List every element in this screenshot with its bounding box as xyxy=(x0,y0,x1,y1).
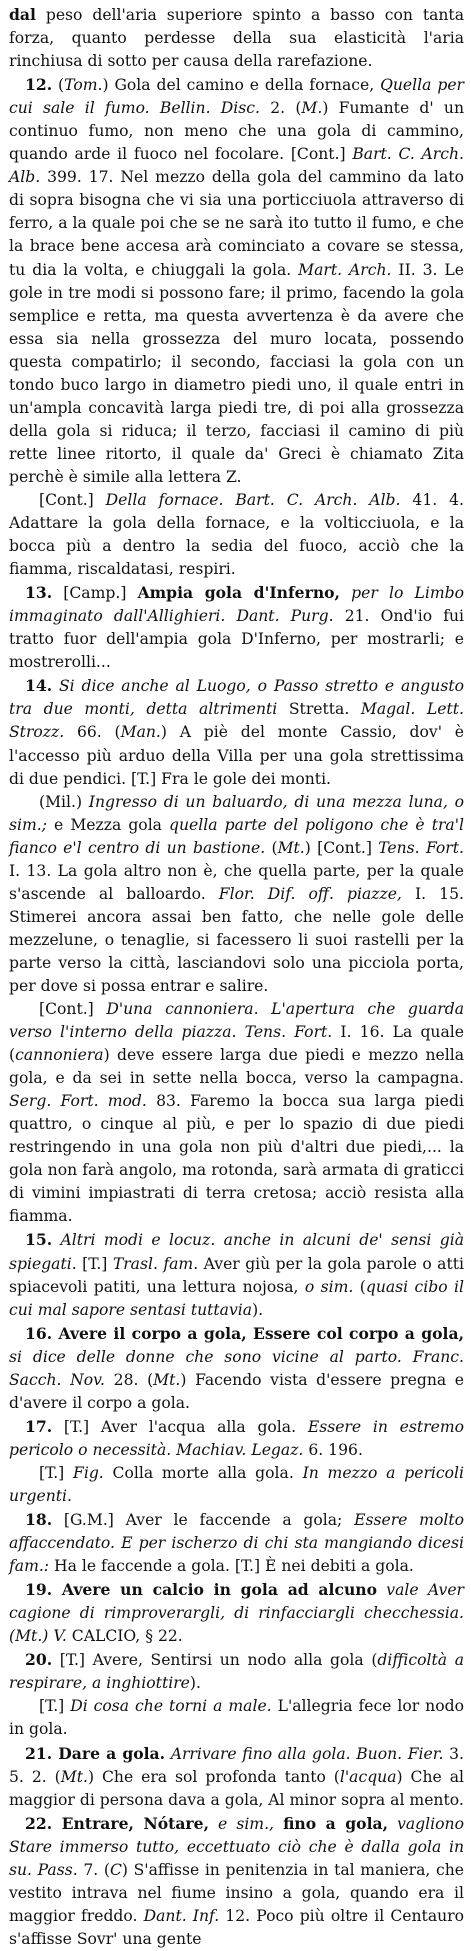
text-run: 12. xyxy=(25,75,53,95)
text-run: 22. Entrare, Nótare, xyxy=(25,1813,209,1833)
text-run: vagliono Stare immerso tutto, eccettuato ciò che è dalla gola in su. Pass. xyxy=(9,1814,464,1879)
text-run: Della fornace. Bart. C. Arch. Alb. xyxy=(105,490,401,509)
para-20 xyxy=(9,1648,464,1695)
text-run: Fig. xyxy=(73,1463,104,1482)
para-14-mil xyxy=(9,791,464,998)
text-run: dal xyxy=(9,5,36,24)
text-run: Magal. Lett. Strozz. xyxy=(9,700,464,742)
text-run xyxy=(52,1231,60,1249)
text-run: [Camp.] xyxy=(52,584,138,603)
para-14-cannoniera xyxy=(9,998,464,1228)
text-run: 41. 4. Adattare la gola della fornace, e la volticciuola, e la bocca più a dentro la sedia del fuoco, acciò che la fiamma, riscaldatasi, respiri. xyxy=(9,490,464,579)
text-run: 7. ( xyxy=(77,1860,110,1879)
text-run: 12. Poco più oltre il Centauro s'affisse Sovr' una gente xyxy=(9,1906,465,1948)
text-run: Colla morte alla gola. xyxy=(103,1463,303,1482)
text-run: Ampia gola d'Inferno, xyxy=(137,583,340,603)
text-run: quella parte del poligono che è tra'l fianco e'l centro di un bastione. xyxy=(9,815,464,857)
text-run: I. 15. Stimerei ancora assai ben fatto, che nelle gole delle mezzelune, o tenaglie, si facessero li suoi rastelli per la parte verso la città, lasciandovi solo una picciola porta, per dove si possa entrar e salire. xyxy=(9,884,464,995)
text-run: [T.] xyxy=(39,1463,74,1482)
text-run: Ingresso di un baluardo, di una mezza luna, o sim.; xyxy=(9,792,464,834)
text-run: si dice delle donne che sono vicine al parto. Franc. Sacch. Nov. xyxy=(9,1347,464,1389)
text-run: 15. xyxy=(25,1230,53,1250)
text-run: [Cont.] xyxy=(39,490,106,509)
text-run: 83. Faremo la bocca sua larga piedi quattro, o cinque al più, e per lo spazio di due piedi restringendo in una gola non più d'altri due piedi,... la gola non farà angolo, ma rotonda, sarà armata di graticci di vimini impiastrati di terra cretosa; acciò resista alla fiamma. xyxy=(9,1092,464,1226)
text-run: Mart. Arch. xyxy=(298,260,392,279)
text-run: ). xyxy=(189,1674,201,1693)
text-run: [T.] xyxy=(39,1697,71,1716)
text-run: ) Che al maggior di persona dava a gola, Al minor sopra al mento. xyxy=(9,1767,464,1809)
text-run: 6. 196. xyxy=(303,1440,363,1459)
text-run: Mt. xyxy=(277,838,305,857)
text-run: ) Che era sol profonda tanto ( xyxy=(87,1767,340,1786)
text-run: ) A piè del monte Cassio, dov' è l'accesso più arduo della Villa per una gola strettissima di due pendici. [T.] Fra le gole dei monti. xyxy=(9,723,465,788)
text-run: per lo Limbo immaginato dall'Allighieri. Dant. Purg. xyxy=(9,584,464,626)
text-run: 2. ( xyxy=(259,99,302,118)
para-18 xyxy=(9,1508,464,1578)
text-run: Altri modi e locuz. anche in alcuni de' sensi già spiegati. xyxy=(9,1231,464,1273)
text-run: ) deve essere larga due piedi e mezzo nella gola, e da sei in sette nella bocca, verso la campagna. xyxy=(9,1046,464,1088)
para-12-cont xyxy=(9,489,464,581)
text-run: Trasl. fam. xyxy=(112,1254,199,1273)
text-run: Tom. xyxy=(64,76,103,95)
para-20-fig xyxy=(9,1695,464,1741)
text-run: Ha le faccende a gola. [T.] È nei debiti a gola. xyxy=(49,1557,414,1576)
text-run: Essere in estremo pericolo o necessità. Machiav. Legaz. xyxy=(9,1417,464,1459)
text-run: 13. xyxy=(25,583,53,603)
text-run: ) Gola del camino e della fornace, xyxy=(102,76,381,95)
text-run: 18. xyxy=(25,1510,53,1530)
text-run: ) Fumante d' un continuo fumo, non meno che una gola di cammino, quando arde il fuoco nel focolare. [Cont.] xyxy=(9,99,465,164)
text-run: quasi cibo il cui mal sapore sentasi tuttavia xyxy=(9,1277,464,1319)
text-run: ) [Cont.] xyxy=(304,838,379,857)
para-22 xyxy=(9,1812,464,1951)
text-run: 3. 5. 2. ( xyxy=(9,1744,464,1786)
para-13 xyxy=(9,581,464,674)
text-run: C xyxy=(109,1860,122,1879)
text-run xyxy=(388,1815,397,1833)
para-14 xyxy=(9,674,464,790)
text-run: [T.] xyxy=(76,1254,113,1273)
text-run: e sim., xyxy=(218,1814,275,1833)
para-continuation xyxy=(9,3,464,73)
text-run: 20. xyxy=(25,1650,53,1670)
para-17 xyxy=(9,1415,464,1462)
text-run: vale Aver cagione di rimproverargli, di rinfacciargli checchessia. (Mt.) V. xyxy=(9,1581,464,1646)
text-run: Dant. Inf. xyxy=(143,1906,220,1925)
text-run: ( xyxy=(52,76,65,95)
text-run: Mt. xyxy=(60,1767,88,1786)
text-run: ) Facendo vista d'essere pregna e d'avere il corpo a gola. xyxy=(9,1370,465,1412)
text-run: cannoniera xyxy=(15,1046,104,1065)
text-run xyxy=(52,677,59,695)
text-run: 17. xyxy=(25,1416,53,1436)
text-run: Essere molto affaccendato. E per ischerzo di chi sta mangiando dicesi fam.: xyxy=(9,1511,464,1576)
text-run: ). xyxy=(252,1300,264,1319)
text-run: 28. ( xyxy=(105,1370,154,1389)
text-run xyxy=(209,1815,218,1833)
text-run xyxy=(377,1581,386,1599)
text-run: fino a gola, xyxy=(283,1813,389,1833)
text-run: Stretta. xyxy=(277,700,361,719)
text-run xyxy=(340,584,351,602)
para-19 xyxy=(9,1578,464,1648)
text-run: M. xyxy=(301,99,323,118)
text-run: D'una cannoniera. L'apertura che guarda verso l'interno della piazza. Tens. Fort. xyxy=(9,1000,464,1042)
text-run: Arrivare fino alla gola. Buon. Fier. xyxy=(170,1744,444,1763)
text-run: I. 16. La quale ( xyxy=(9,1023,464,1065)
text-run: (Mil.) xyxy=(39,792,89,811)
para-17-fig xyxy=(9,1462,464,1508)
text-run: Tens. Fort. xyxy=(378,838,464,857)
text-run: l'acqua xyxy=(339,1767,397,1786)
text-run: [Cont.] xyxy=(39,1000,107,1019)
text-run: In mezzo a pericoli urgenti. xyxy=(9,1463,464,1505)
text-run: I. 13. La gola altro non è, che quella parte, per la quale s'ascende al balloardo. xyxy=(9,861,464,903)
text-run: Man. xyxy=(120,723,161,742)
text-run: [T.] Avere, Sentirsi un nodo alla gola ( xyxy=(52,1651,378,1670)
text-run: Flor. Dif. off. piazze, xyxy=(218,884,402,903)
para-12 xyxy=(9,73,464,489)
text-run: 19. Avere un calcio in gola ad alcuno xyxy=(25,1580,378,1600)
text-run: difficoltà a respirare, a inghiottire xyxy=(9,1651,464,1693)
text-run: ( xyxy=(265,838,278,857)
text-run xyxy=(274,1815,283,1833)
text-run: 14. xyxy=(25,676,53,696)
text-run: 21. Ond'io fui tratto fuor dell'ampia gola D'Inferno, per mostrarli; e mostrerolli... xyxy=(9,607,464,672)
text-run: 16. Avere il corpo a gola, Essere col corpo a gola, xyxy=(25,1323,464,1343)
text-run: CALCIO, § 22. xyxy=(66,1627,183,1646)
text-run: e Mezza gola xyxy=(47,815,170,834)
para-21 xyxy=(9,1742,464,1812)
text-run: 21. Dare a gola. xyxy=(25,1743,166,1763)
text-run: Si dice anche al Luogo, o Passo stretto e angusto tra due monti, detta altrimenti xyxy=(9,677,464,719)
text-run: peso dell'aria superiore spinto a basso con tanta forza, quanto perdesse della sua elasticità l'aria rinchiusa di sotto per causa della rarefazione. xyxy=(9,6,464,71)
text-run: [G.M.] Aver le faccende a gola; xyxy=(52,1511,355,1530)
para-15 xyxy=(9,1228,464,1321)
text-run: 399. 17. Nel mezzo della gola del cammino da lato di sopra bisogna che vi sia una porticciuola attraverso di ferro, a la quale poi che se ne sarà ito tutto il fumo, e che la brace bene accesa arà cominciato a covare se stessa, tu dia la volta, e chiuggali la gola. xyxy=(9,168,464,279)
text-run: Aver giù per la gola parole o atti spiacevoli patiti, una lettura nojosa, xyxy=(9,1254,464,1296)
text-run: [T.] Aver l'acqua alla gola. xyxy=(52,1417,308,1436)
text-run: Quella per cui sale il fumo. Bellin. Disc. xyxy=(9,76,464,118)
text-run: o sim. xyxy=(304,1277,354,1296)
text-run: Bart. C. Arch. Alb. xyxy=(9,145,464,187)
text-run: Mt. xyxy=(153,1370,181,1389)
para-16 xyxy=(9,1322,464,1415)
text-run: ( xyxy=(353,1277,366,1296)
text-run: Di cosa che torni a male. xyxy=(70,1697,272,1716)
text-run: II. 3. Le gole in tre modi si possono fare; il primo, facendo la gola semplice e retta, ma questa avvertenza è da avere che essa sia nella grossezza del muro locata, possendo questa compatirlo; il secondo, facciasi la gola con un tondo buco largo in diametro piedi uno, il quale entri in un'ampla concavità larga piedi tre, di poi alla grossezza della gola si riduca; il terzo, facciasi il camino di più rette linee ritorto, il quale da' Greci è chiamato Zita perchè è simile alla lettera Z. xyxy=(9,260,465,486)
text-run: L'allegria fece lor nodo in gola. xyxy=(9,1697,464,1739)
text-run: Serg. Fort. mod. xyxy=(9,1092,147,1111)
text-run: ) S'affisse in penitenzia in tal maniera, che vestito intrava nel fiume insino a gola, quando era il maggior freddo. xyxy=(9,1860,464,1925)
text-run: 66. ( xyxy=(64,723,121,742)
